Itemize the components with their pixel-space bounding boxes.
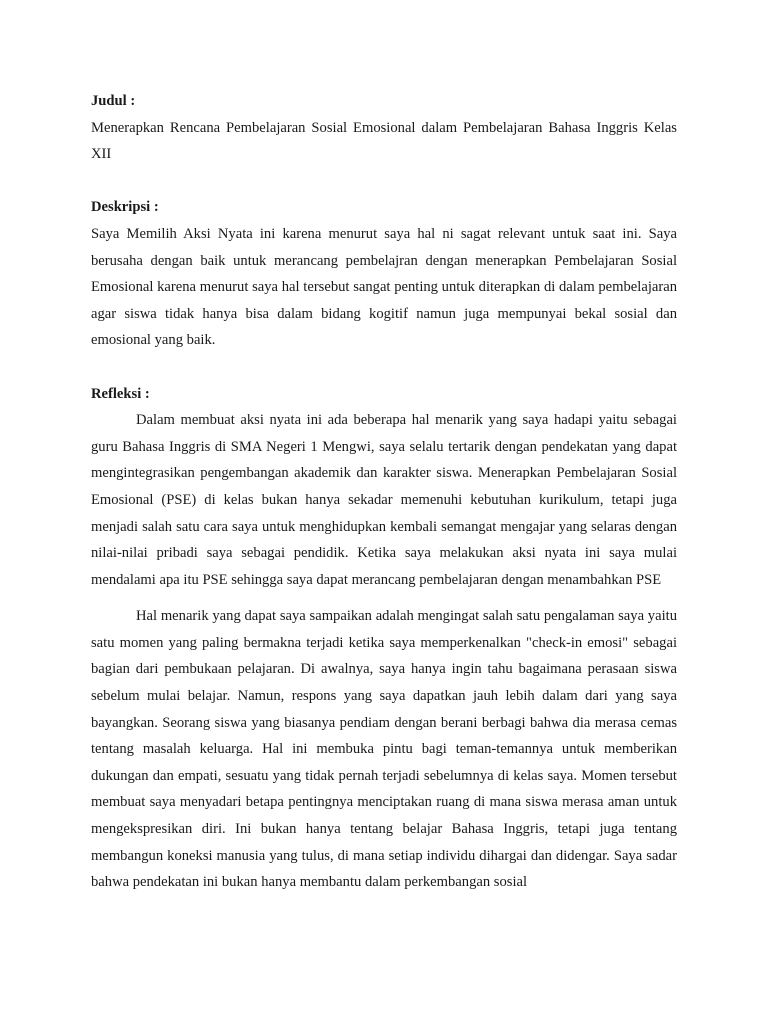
judul-text: Menerapkan Rencana Pembelajaran Sosial Emosional dalam Pembelajaran Bahasa Inggris Kelas XII [91, 119, 677, 163]
spacer [91, 593, 677, 603]
deskripsi-text: Saya Memilih Aksi Nyata ini karena menurut saya hal ni sagat relevant untuk saat ini. Saya berusaha dengan baik untuk merancang pembelajran dengan menerapkan Pembelajaran Sosial Emosional karena menurut saya hal tersebut sangat penting untuk diterapkan di dalam pembelajaran agar siswa tidak hanya bisa dalam bidang kogitif namun juga mempunyai bekal sosial dan emosional yang baik. [91, 225, 677, 349]
refleksi-paragraph-2: Hal menarik yang dapat saya sampaikan adalah mengingat salah satu pengalaman saya yaitu satu momen yang paling bermakna terjadi ketika saya memperkenalkan "check-in emosi" sebagai bagian dari pembukaan pelajaran. Di awalnya, saya hanya ingin tahu bagaimana perasaan siswa sebelum mulai belajar. Namun, respons yang saya dapatkan jauh lebih dalam dari yang saya bayangkan. Seorang siswa yang biasanya pendiam dengan berani berbagi bahwa dia merasa cemas tentang masalah keluarga. Hal ini membuka pintu bagi teman-temannya untuk memberikan dukungan dan empati, sesuatu yang tidak pernah terjadi sebelumnya di kelas saya. Momen tersebut membuat saya menyadari betapa pentingnya menciptakan ruang di mana siswa merasa aman untuk mengekspresikan diri. Ini bukan hanya tentang belajar Bahasa Inggris, tetapi juga tentang membangun koneksi manusia yang tulus, di mana setiap individu dihargai dan didengar. Saya sadar bahwa pendekatan ini bukan hanya membantu dalam perkembangan sosial [91, 608, 677, 891]
spacer [91, 354, 677, 381]
refleksi-paragraph-1: Dalam membuat aksi nyata ini ada beberapa hal menarik yang saya hadapi yaitu sebagai guru Bahasa Inggris di SMA Negeri 1 Mengwi, saya selalu tertarik dengan pendekatan yang dapat mengintegrasikan pengembangan akademik dan karakter siswa. Menerapkan Pembelajaran Sosial Emosional (PSE) di kelas bukan hanya sekadar memenuhi kebutuhan kurikulum, tetapi juga menjadi salah satu cara saya untuk menghidupkan kembali semangat mengajar yang selaras dengan nilai-nilai pribadi saya sebagai pendidik. Ketika saya melakukan aksi nyata ini saya mulai mendalami apa itu PSE sehingga saya dapat merancang pembelajaran dengan menambahkan PSE [91, 412, 677, 588]
document-page [91, 88, 677, 896]
judul-heading: Judul : [91, 93, 136, 109]
refleksi-heading: Refleksi : [91, 385, 150, 402]
deskripsi-heading: Deskripsi : [91, 199, 159, 216]
spacer [91, 168, 677, 195]
